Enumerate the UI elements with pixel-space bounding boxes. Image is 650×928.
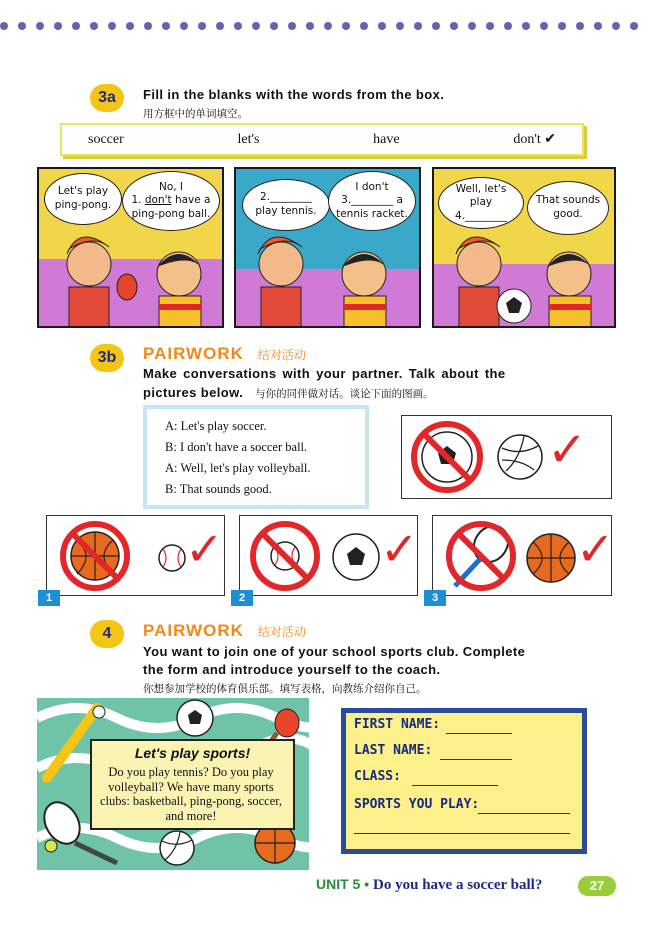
picture-1 xyxy=(46,515,225,596)
panel-3-blank-4: ________ xyxy=(465,209,508,222)
section-4-badge: 4 xyxy=(90,620,124,648)
border-dot xyxy=(540,22,548,30)
top-dotted-border xyxy=(0,22,650,34)
panel-1-right-line-4: ping-pong ball. xyxy=(131,207,211,220)
section-3b-heading xyxy=(143,344,306,364)
picture-number-2: 2 xyxy=(231,590,253,606)
border-dot xyxy=(324,22,332,30)
section-3b-instruction-zh: 与你的同伴做对话。谈论下面的图画。 xyxy=(255,388,434,400)
panel-1-left-bubble xyxy=(44,173,122,225)
picture-number-3: 3 xyxy=(424,590,446,606)
section-4-heading xyxy=(143,621,306,641)
section-3b-badge: 3b xyxy=(90,344,124,372)
check-mark-icon: ✓ xyxy=(380,522,419,576)
border-dot xyxy=(288,22,296,30)
word-soccer: soccer xyxy=(88,131,124,147)
border-dot xyxy=(270,22,278,30)
picture-number-1: 1 xyxy=(38,590,60,606)
class-field[interactable] xyxy=(412,785,498,786)
border-dot xyxy=(450,22,458,30)
comic-panel-2 xyxy=(234,167,421,328)
poster-title: Let's play sports! xyxy=(134,745,251,761)
sports-you-play-label: SPORTS YOU PLAY: xyxy=(354,797,480,812)
panel-1-number: 1. xyxy=(131,194,142,207)
comic-panel-1 xyxy=(37,167,224,328)
word-dont: don't ✔ xyxy=(513,132,556,147)
poster-text-panel xyxy=(90,739,295,830)
panel-2-left-bubble xyxy=(242,179,330,231)
first-name-field[interactable] xyxy=(446,733,512,734)
comic-panel-3 xyxy=(432,167,616,328)
section-3b-pairwork: PAIRWORK xyxy=(143,344,244,363)
footer-bullet: • xyxy=(364,876,370,892)
section-3b-instruction-row-2 xyxy=(143,384,434,402)
border-dot xyxy=(342,22,350,30)
conversation-box xyxy=(143,405,369,509)
panel-3-left-bubble xyxy=(438,177,524,229)
section-4-pairwork: PAIRWORK xyxy=(143,621,244,640)
border-dot xyxy=(144,22,152,30)
border-dot xyxy=(216,22,224,30)
section-3a-badge: 3a xyxy=(90,84,124,112)
conversation-text: I don't have a soccer ball. xyxy=(179,440,308,454)
border-dot xyxy=(576,22,584,30)
section-3b-instruction-1: Make conversations with your partner. Talk about the xyxy=(143,366,506,381)
conversation-line-4 xyxy=(165,482,272,497)
conversation-text: Let's play soccer. xyxy=(180,419,267,433)
border-dot xyxy=(72,22,80,30)
registration-form-inner xyxy=(346,713,582,849)
panel-2-number-3: 3. xyxy=(341,194,352,207)
border-dot xyxy=(234,22,242,30)
section-3a-instruction-zh: 用方框中的单词填空。 xyxy=(143,108,248,120)
border-dot xyxy=(180,22,188,30)
section-3b-instruction-2: pictures below. xyxy=(143,385,244,400)
border-dot xyxy=(414,22,422,30)
example-picture xyxy=(401,415,612,499)
border-dot xyxy=(54,22,62,30)
border-dot xyxy=(198,22,206,30)
ping-pong-paddle-icon xyxy=(275,709,299,737)
check-mark-icon: ✓ xyxy=(547,422,588,478)
registration-form xyxy=(341,708,587,854)
section-3a-instruction: Fill in the blanks with the words from the box. xyxy=(143,87,445,102)
panel-1-right-line-1: No, I xyxy=(158,180,184,193)
border-dot xyxy=(360,22,368,30)
border-dot xyxy=(594,22,602,30)
border-dot xyxy=(522,22,530,30)
panel-1-left-text: Let's play ping-pong. xyxy=(54,185,112,211)
tennis-racket-icon xyxy=(37,796,87,850)
border-dot xyxy=(558,22,566,30)
sports-club-poster xyxy=(37,698,309,870)
section-4-instruction-zh: 你想参加学校的体育俱乐部。填写表格，向教练介绍你自己。 xyxy=(143,683,427,695)
panel-1-answer: don't xyxy=(144,194,172,207)
class-label: CLASS: xyxy=(354,769,401,784)
sports-you-play-field[interactable] xyxy=(478,813,570,814)
picture-2 xyxy=(239,515,418,596)
conversation-text: That sounds good. xyxy=(179,482,272,496)
panel-2-right-bubble xyxy=(328,171,416,231)
check-mark-icon: ✓ xyxy=(185,522,224,576)
word-have: have xyxy=(373,131,400,147)
border-dot xyxy=(0,22,8,30)
panel-3-number-4: 4. xyxy=(454,209,466,222)
section-4-pairwork-zh: 结对活动 xyxy=(257,625,306,639)
border-dot xyxy=(126,22,134,30)
border-dot xyxy=(252,22,260,30)
first-name-label: FIRST NAME: xyxy=(354,717,441,732)
border-dot xyxy=(36,22,44,30)
footer-title: Do you have a soccer ball? xyxy=(373,877,543,893)
panel-3-left-line-1: Well, let's play xyxy=(455,182,507,209)
border-dot xyxy=(306,22,314,30)
panel-3-right-bubble xyxy=(527,181,609,235)
panel-2-left-text: play tennis. xyxy=(255,205,317,217)
panel-2-right-text: tennis racket. xyxy=(336,207,408,220)
panel-2-number-2: 2. xyxy=(259,191,271,204)
conversation-speaker: B: xyxy=(165,440,177,454)
panel-2-right-line-1: I don't xyxy=(355,180,389,193)
poster-body: Do you play tennis? Do you play volleyball? We have many sports clubs: basketball, ping-pong, soccer, and more! xyxy=(99,765,283,823)
picture-3 xyxy=(432,515,615,596)
last-name-label: LAST NAME: xyxy=(354,743,433,758)
conversation-speaker: A: xyxy=(165,461,178,475)
panel-2-blank-3: ________ xyxy=(351,194,394,207)
conversation-speaker: B: xyxy=(165,482,177,496)
conversation-line-3 xyxy=(165,461,310,476)
conversation-text: Well, let's play volleyball. xyxy=(180,461,311,475)
section-3b-pairwork-zh: 结对活动 xyxy=(257,348,306,362)
border-dot xyxy=(504,22,512,30)
word-box xyxy=(60,123,584,156)
border-dot xyxy=(396,22,404,30)
check-mark-icon: ✓ xyxy=(576,522,615,576)
baseball-icon xyxy=(159,545,185,571)
border-dot xyxy=(162,22,170,30)
footer-unit: UNIT 5 xyxy=(316,876,361,892)
border-dot xyxy=(108,22,116,30)
conversation-speaker: A: xyxy=(165,419,178,433)
border-dot xyxy=(486,22,494,30)
conversation-line-2 xyxy=(165,440,307,455)
volleyball-icon xyxy=(498,435,542,479)
border-dot xyxy=(612,22,620,30)
border-dot xyxy=(18,22,26,30)
border-dot xyxy=(378,22,386,30)
sports-you-play-field-line-2[interactable] xyxy=(354,833,570,834)
border-dot xyxy=(432,22,440,30)
panel-3-right-text: That sounds good. xyxy=(535,194,601,220)
border-dot xyxy=(90,22,98,30)
panel-2-right-a: a xyxy=(396,194,403,207)
panel-1-right-bubble xyxy=(122,171,220,231)
page-number: 27 xyxy=(578,876,616,896)
panel-2-blank-2: ________ xyxy=(270,191,313,204)
last-name-field[interactable] xyxy=(440,759,512,760)
border-dot xyxy=(468,22,476,30)
border-dot xyxy=(630,22,638,30)
footer-unit-title xyxy=(316,876,542,894)
section-4-instruction-1: You want to join one of your school sports club. Complete xyxy=(143,644,526,659)
section-4-instruction-2: the form and introduce yourself to the coach. xyxy=(143,662,441,677)
panel-1-right-line-3: have a xyxy=(174,194,211,207)
word-lets: let's xyxy=(237,131,260,147)
conversation-line-1 xyxy=(165,419,267,434)
